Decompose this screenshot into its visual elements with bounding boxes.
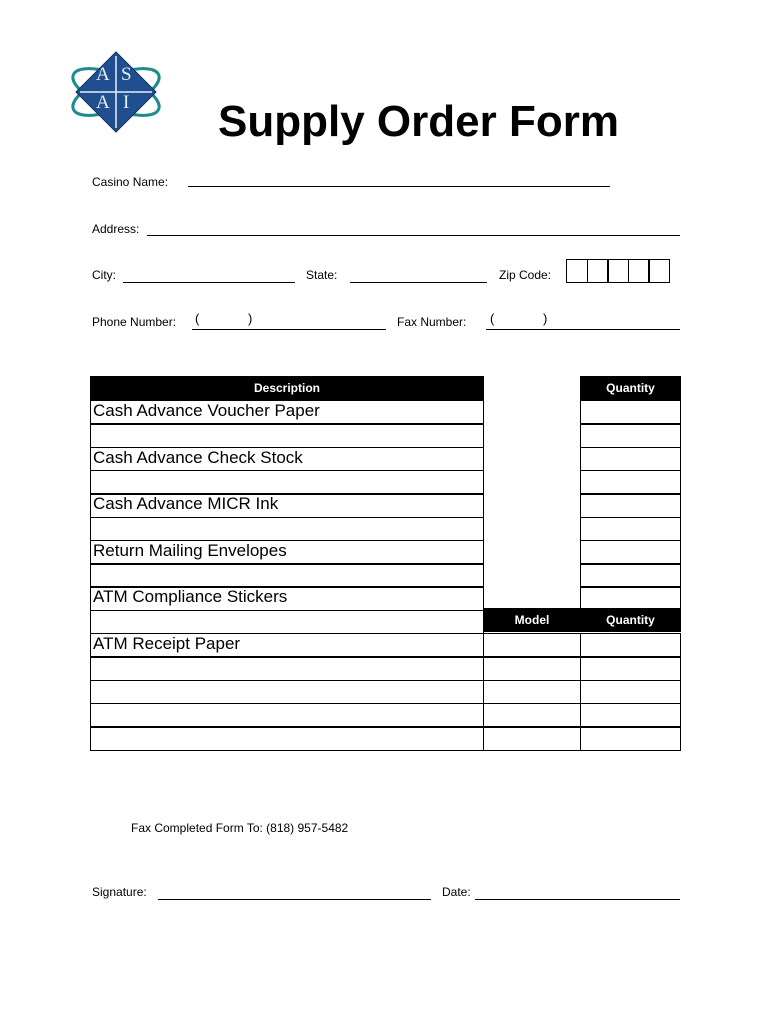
zip-digit-box[interactable]: [587, 259, 609, 283]
fax-area-close-paren: ): [543, 311, 548, 326]
item-description: Cash Advance Check Stock: [93, 447, 303, 467]
model-cell[interactable]: [483, 656, 581, 681]
item-description: ATM Compliance Stickers: [93, 587, 288, 607]
phone-area-close-paren: ): [248, 311, 253, 326]
quantity-cell[interactable]: [580, 470, 681, 495]
quantity-cell[interactable]: [580, 726, 681, 751]
city-label: City:: [92, 268, 116, 282]
address-field[interactable]: [147, 235, 680, 236]
quantity-cell[interactable]: [580, 493, 681, 518]
signature-field[interactable]: [158, 899, 431, 900]
model-cell[interactable]: [483, 633, 581, 658]
city-field[interactable]: [123, 282, 295, 283]
description-header: Description: [90, 376, 484, 400]
zip-digit-box[interactable]: [607, 259, 629, 283]
phone-number-field[interactable]: [192, 329, 386, 330]
zip-digit-box[interactable]: [628, 259, 650, 283]
description-cell[interactable]: [90, 563, 484, 588]
state-label: State:: [306, 268, 338, 282]
item-description: Cash Advance Voucher Paper: [93, 401, 320, 420]
description-cell[interactable]: [90, 470, 484, 495]
quantity-cell[interactable]: [580, 447, 681, 472]
fax-number-label: Fax Number:: [397, 315, 467, 329]
model-cell[interactable]: [483, 703, 581, 728]
description-cell[interactable]: [90, 726, 484, 751]
description-cell[interactable]: [90, 703, 484, 728]
quantity-cell[interactable]: [580, 656, 681, 681]
quantity-cell[interactable]: [580, 703, 681, 728]
quantity-cell[interactable]: [580, 680, 681, 705]
zip-digit-box[interactable]: [648, 259, 670, 283]
casino-name-label: Casino Name:: [92, 175, 169, 189]
address-label: Address:: [92, 222, 140, 236]
logo-graphic: [66, 50, 166, 136]
quantity-header-2: Quantity: [580, 608, 681, 632]
fax-area-open-paren: (: [490, 311, 495, 326]
casino-name-field[interactable]: [188, 186, 610, 187]
logo-letter-4: I: [123, 92, 130, 113]
phone-area-open-paren: (: [195, 311, 200, 326]
asai-logo: [66, 50, 166, 136]
zip-digit-box[interactable]: [566, 259, 588, 283]
model-cell[interactable]: [483, 726, 581, 751]
description-cell[interactable]: [90, 680, 484, 705]
quantity-cell[interactable]: [580, 540, 681, 565]
logo-letter-3: A: [96, 92, 110, 113]
quantity-cell[interactable]: [580, 400, 681, 425]
date-label: Date:: [442, 885, 471, 899]
quantity-header: Quantity: [580, 376, 681, 400]
phone-number-label: Phone Number:: [92, 315, 177, 329]
page-title: Supply Order Form: [218, 97, 619, 146]
model-cell[interactable]: [483, 680, 581, 705]
item-description: Return Mailing Envelopes: [93, 540, 287, 560]
state-field[interactable]: [350, 282, 487, 283]
logo-letter-2: S: [121, 64, 132, 85]
quantity-cell[interactable]: [580, 517, 681, 542]
signature-label: Signature:: [92, 885, 147, 899]
quantity-cell[interactable]: [580, 633, 681, 658]
quantity-cell[interactable]: [580, 563, 681, 588]
item-description: Cash Advance MICR Ink: [93, 494, 279, 514]
fax-instructions: Fax Completed Form To: (818) 957-5482: [131, 821, 349, 835]
date-field[interactable]: [475, 899, 680, 900]
logo-letter-1: A: [96, 64, 110, 85]
item-description: ATM Receipt Paper: [93, 634, 241, 653]
fax-number-field[interactable]: [486, 329, 680, 330]
zip-code-label: Zip Code:: [499, 268, 552, 282]
model-header: Model: [483, 608, 581, 632]
description-cell[interactable]: [90, 656, 484, 681]
zip-code-boxes[interactable]: [566, 259, 670, 283]
description-cell[interactable]: [90, 423, 484, 448]
description-cell[interactable]: [90, 610, 484, 635]
quantity-cell[interactable]: [580, 423, 681, 448]
description-cell[interactable]: [90, 517, 484, 542]
